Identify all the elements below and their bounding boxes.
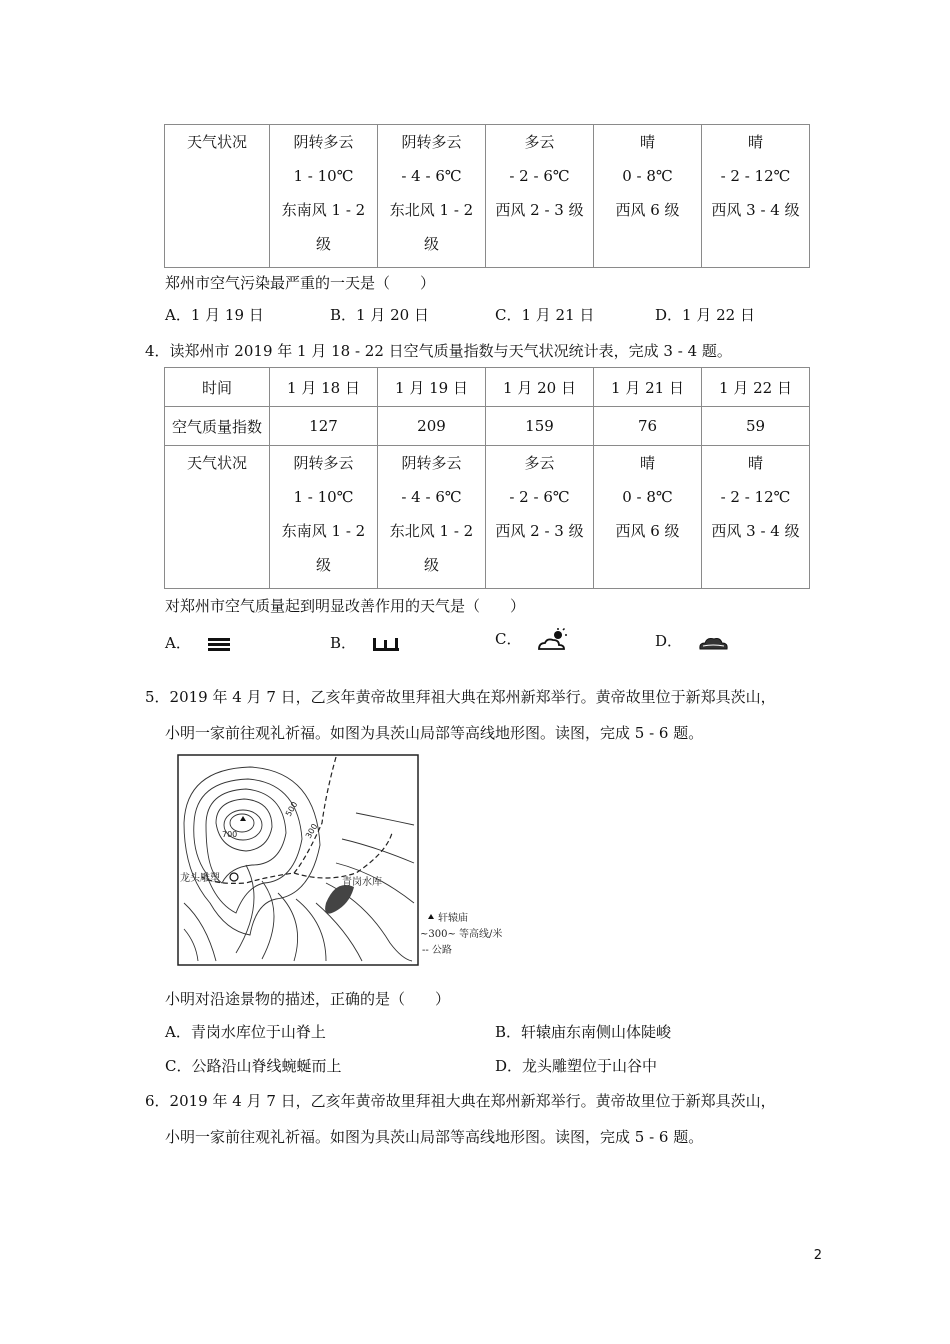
label-contour-300: 300: [303, 822, 320, 840]
weather-row-label: 天气状况: [165, 125, 270, 268]
weather-cell: 晴 - 2 - 12℃ 西风 3 - 4 级: [702, 446, 810, 589]
q5-stem-line2: 小明一家前往观礼祈福。如图为具茨山局部等高线地形图。读图，完成 5 - 6 题。: [165, 724, 704, 742]
q5-option-c[interactable]: C．公路沿山脊线蜿蜒而上: [165, 1057, 342, 1075]
q5-option-b[interactable]: B．轩辕庙东南侧山体陡峻: [495, 1023, 672, 1041]
q5-stem-line1: 5．2019 年 4 月 7 日，乙亥年黄帝故里拜祖大典在郑州新郑举行。黄帝故里位于新郑具茨山，: [145, 688, 776, 706]
partly-cloudy-icon: [536, 628, 568, 652]
fog-icon: [206, 635, 232, 653]
q4-option-b[interactable]: [330, 632, 401, 653]
weather-cell: 阴转多云 - 4 - 6℃ 东北风 1 - 2 级: [378, 125, 486, 268]
label-statue: 龙头雕塑: [180, 873, 220, 884]
page-number: 2: [813, 1248, 822, 1263]
label-peak-700: 700: [222, 830, 238, 839]
legend-contour: ~300~ 等高线/米: [420, 929, 503, 940]
q4-stem: 4．读郑州市 2019 年 1 月 18 - 22 日空气质量指数与天气状况统计表，完成 3 - 4 题。: [145, 342, 732, 360]
q6-stem-line2: 小明一家前往观礼祈福。如图为具茨山局部等高线地形图。读图，完成 5 - 6 题。: [165, 1128, 704, 1146]
q5-option-d[interactable]: D．龙头雕塑位于山谷中: [495, 1057, 658, 1075]
q6-stem-line1: 6．2019 年 4 月 7 日，乙亥年黄帝故里拜祖大典在郑州新郑举行。黄帝故里位于新郑具茨山，: [145, 1092, 776, 1110]
sandstorm-icon: [371, 635, 401, 653]
weather-cell: 多云 - 2 - 6℃ 西风 2 - 3 级: [486, 125, 594, 268]
q3-option-c[interactable]: C．1 月 21 日: [495, 306, 595, 324]
q5-question: 小明对沿途景物的描述，正确的是（ ）: [165, 990, 451, 1008]
weather-row-label: 天气状况: [165, 446, 270, 589]
weather-cell: 阴转多云 1 - 10℃ 东南风 1 - 2 级: [270, 125, 378, 268]
option-label: B．: [330, 634, 357, 652]
q4-option-d[interactable]: [655, 630, 729, 652]
table-header: 1 月 19 日: [378, 368, 486, 407]
q3-option-d[interactable]: D．1 月 22 日: [655, 306, 755, 324]
table-header: 1 月 21 日: [594, 368, 702, 407]
option-label: A．: [165, 634, 191, 652]
q4-option-c[interactable]: [495, 628, 568, 652]
option-label: C．: [495, 630, 522, 648]
legend-temple: 轩辕庙: [438, 913, 468, 924]
weather-table-top: [164, 124, 810, 268]
weather-cell: 晴 - 2 - 12℃ 西风 3 - 4 级: [702, 125, 810, 268]
q3-stem: 郑州市空气污染最严重的一天是（ ）: [165, 274, 436, 292]
q4-question: 对郑州市空气质量起到明显改善作用的天气是（ ）: [165, 597, 526, 615]
weather-cell: 晴 0 - 8℃ 西风 6 级: [594, 125, 702, 268]
weather-cell: 阴转多云 1 - 10℃ 东南风 1 - 2 级: [270, 446, 378, 589]
weather-cell: 晴 0 - 8℃ 西风 6 级: [594, 446, 702, 589]
label-reservoir: 青岗水库: [342, 877, 382, 888]
option-label: D．: [655, 632, 683, 650]
table-header: 1 月 20 日: [486, 368, 594, 407]
legend-road: -- 公路: [422, 945, 452, 956]
q4-option-a[interactable]: [165, 632, 232, 653]
label-contour-500: 500: [283, 800, 300, 818]
aqi-value: 127: [270, 407, 378, 446]
q3-option-a[interactable]: A．1 月 19 日: [165, 306, 264, 324]
table-header: 1 月 18 日: [270, 368, 378, 407]
aqi-value: 59: [702, 407, 810, 446]
map-legend: [420, 911, 502, 956]
aqi-value: 209: [378, 407, 486, 446]
q5-option-a[interactable]: A．青岗水库位于山脊上: [165, 1023, 326, 1041]
contour-map: [176, 753, 503, 968]
aqi-value: 159: [486, 407, 594, 446]
table-header: 时间: [165, 368, 270, 407]
table-header: 1 月 22 日: [702, 368, 810, 407]
aqi-weather-table: [164, 367, 810, 589]
cloudy-icon: [697, 632, 729, 652]
aqi-value: 76: [594, 407, 702, 446]
weather-cell: 阴转多云 - 4 - 6℃ 东北风 1 - 2 级: [378, 446, 486, 589]
aqi-label: 空气质量指数: [165, 407, 270, 446]
q3-option-b[interactable]: B．1 月 20 日: [330, 306, 429, 324]
weather-cell: 多云 - 2 - 6℃ 西风 2 - 3 级: [486, 446, 594, 589]
